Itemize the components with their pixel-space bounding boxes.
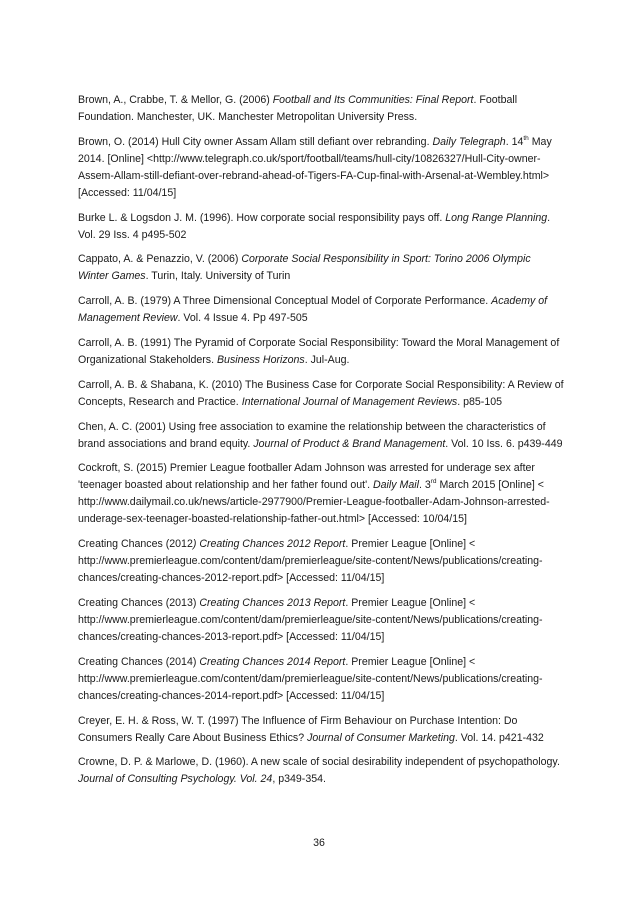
reference-text: Creating Chances (2014) bbox=[78, 655, 200, 668]
italic-title: Creating Chances 2014 Report bbox=[199, 655, 346, 668]
reference-text: Carroll, A. B. & Shabana, K. (2010) The Business Case for Corporate Social Responsibility: A Review of Concepts, Research and Practice. bbox=[78, 378, 564, 408]
reference-entry bbox=[78, 754, 564, 788]
reference-text: March 2015 [Online] < http://www.dailymail.co.uk/news/article-2977900/Premier-League-footballer-Adam-Johnson-arrested-underage-sex-teenager-boasted-relationship-father-out.html> [Accessed: 10/04/15] bbox=[78, 479, 550, 526]
reference-entry bbox=[78, 377, 564, 411]
reference-text: Creating Chances (2012 bbox=[78, 538, 193, 551]
reference-text: . Vol. 14. p421-432 bbox=[454, 731, 544, 744]
reference-text: Creyer, E. H. & Ross, W. T. (1997) The Influence of Firm Behaviour on Purchase Intention: Do Consumers Really Care About Business Ethics? bbox=[78, 714, 518, 744]
reference-entry bbox=[78, 595, 564, 646]
superscript: rd bbox=[430, 478, 437, 486]
reference-entry bbox=[78, 251, 564, 285]
reference-text: . Vol. 29 Iss. 4 p495-502 bbox=[78, 211, 551, 241]
italic-title: Daily Telegraph bbox=[432, 135, 506, 148]
reference-text: . Premier League [Online] < http://www.premierleague.com/content/dam/premierleague/site-content/News/publications/creating-chances/creating-chances-2014-report.pdf> [Accessed: 11/04/15] bbox=[78, 655, 543, 702]
reference-text: Brown, O. (2014) Hull City owner Assam Allam still defiant over rebranding. bbox=[78, 135, 433, 148]
reference-entry bbox=[78, 536, 564, 587]
reference-entry bbox=[78, 134, 564, 202]
reference-text: . Vol. 4 Issue 4. Pp 497-505 bbox=[177, 312, 308, 325]
reference-entry bbox=[78, 92, 564, 126]
reference-entry bbox=[78, 419, 564, 453]
reference-text: Brown, A., Crabbe, T. & Mellor, G. (2006) bbox=[78, 94, 273, 106]
reference-text: . Vol. 10 Iss. 6. p439-449 bbox=[445, 437, 563, 450]
italic-title: Creating Chances 2013 Report bbox=[199, 596, 346, 609]
reference-text: . Premier League [Online] < http://www.premierleague.com/content/dam/premierleague/site-content/News/publications/creating-chances/creating-chances-2012-report.pdf> [Accessed: 11/04/15] bbox=[78, 538, 543, 585]
reference-text: Chen, A. C. (2001) Using free association to examine the relationship between the characteristics of brand associations and brand equity. bbox=[78, 420, 546, 450]
reference-text: Burke L. & Logsdon J. M. (1996). How corporate social responsibility pays off. bbox=[78, 211, 446, 224]
italic-title: Journal of Product & Brand Management bbox=[253, 437, 446, 450]
italic-title: Football and Its Communities: Final Report bbox=[272, 94, 474, 106]
reference-text: May 2014. [Online] <http://www.telegraph.co.uk/sport/football/teams/hull-city/10826327/Hull-City-owner-Assem-Allam-still-defiant-over-rebrand-ahead-of-Tigers-FA-Cup-final-with-Arsenal-at-Wembley.html>[Accessed: 11/04/15] bbox=[78, 135, 552, 199]
reference-text: . 14 bbox=[505, 135, 524, 148]
reference-text: Carroll, A. B. (1979) A Three Dimensional Conceptual Model of Corporate Performance. bbox=[78, 295, 492, 308]
reference-text: Creating Chances (2013) bbox=[78, 596, 200, 609]
italic-title: ) Creating Chances 2012 Report bbox=[192, 538, 346, 551]
reference-text: . p85-105 bbox=[457, 395, 502, 408]
italic-title: Business Horizons bbox=[216, 353, 305, 366]
reference-list bbox=[78, 92, 564, 796]
reference-entry bbox=[78, 210, 564, 244]
reference-entry bbox=[78, 293, 564, 327]
reference-text: Cappato, A. & Penazzio, V. (2006) bbox=[78, 253, 242, 266]
reference-text: . Jul-Aug. bbox=[304, 353, 350, 366]
reference-entry bbox=[78, 713, 564, 747]
reference-entry bbox=[78, 335, 564, 369]
italic-title: Daily Mail bbox=[373, 479, 419, 492]
reference-text: . Premier League [Online] < http://www.premierleague.com/content/dam/premierleague/site-content/News/publications/creating-chances/creating-chances-2013-report.pdf> [Accessed: 11/04/15] bbox=[78, 596, 543, 643]
superscript: th bbox=[523, 134, 529, 142]
reference-text: , p349-354. bbox=[272, 773, 326, 786]
reference-text: . Turin, Italy. University of Turin bbox=[145, 270, 291, 283]
italic-title: Long Range Planning bbox=[445, 211, 548, 224]
italic-title: Academy of Management Review bbox=[78, 295, 548, 325]
page-number: 36 bbox=[313, 837, 325, 849]
reference-text: . Football Foundation. Manchester, UK. Manchester Metropolitan University Press. bbox=[78, 94, 518, 123]
reference-entry bbox=[78, 654, 564, 705]
italic-title: Journal of Consumer Marketing bbox=[307, 731, 455, 744]
italic-title: Journal of Consulting Psychology. Vol. 24 bbox=[78, 773, 273, 786]
reference-text: Cockroft, S. (2015) Premier League footballer Adam Johnson was arrested for underage sex after 'teenager boasted about relationship and her father found out'. bbox=[78, 462, 535, 492]
reference-entry bbox=[78, 460, 564, 528]
italic-title: International Journal of Management Reviews bbox=[241, 395, 458, 408]
reference-text: . 3 bbox=[418, 479, 431, 492]
reference-text: Carroll, A. B. (1991) The Pyramid of Corporate Social Responsibility: Toward the Moral Management of Organizational Stakeholders. bbox=[78, 336, 560, 366]
reference-text: Crowne, D. P. & Marlowe, D. (1960). A new scale of social desirability independent of psychopathology. bbox=[78, 756, 560, 769]
italic-title: Corporate Social Responsibility in Sport: Torino 2006 Olympic Winter Games bbox=[78, 253, 531, 283]
